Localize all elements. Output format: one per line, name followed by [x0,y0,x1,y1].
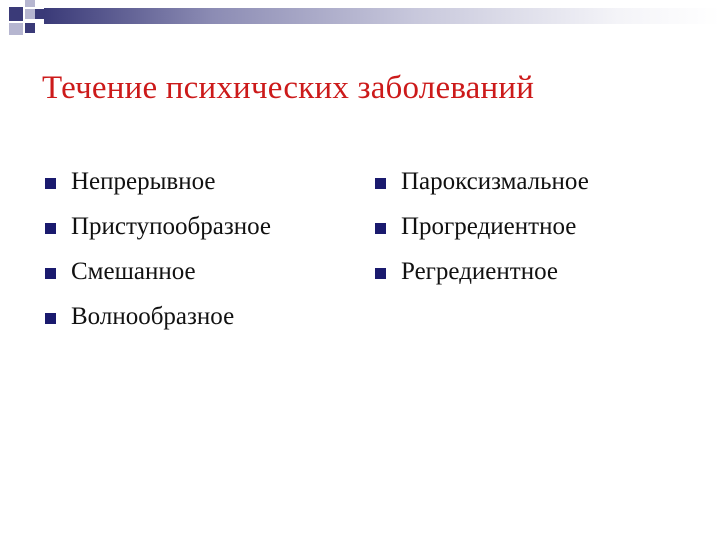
square-bullet-icon [45,223,56,234]
square-bullet-icon [375,178,386,189]
list-item-label: Смешанное [71,258,196,285]
list-item [44,298,271,343]
left-bullet-list [44,163,271,343]
list-item-label: Регредиентное [401,258,558,285]
square-bullet-icon [375,223,386,234]
list-item [44,253,271,298]
decorative-square [25,9,35,19]
list-item-label: Непрерывное [71,168,216,195]
list-item-label: Прогредиентное [401,213,577,240]
list-item [374,208,589,253]
list-item [44,163,271,208]
list-item [374,253,589,298]
right-bullet-list [374,163,589,298]
decorative-square [9,23,23,35]
list-item-label: Пароксизмальное [401,168,589,195]
decorative-square [25,23,35,33]
list-item-label: Волнообразное [71,303,235,330]
square-bullet-icon [45,268,56,279]
slide-title: Течение психических заболеваний [42,70,535,106]
list-item-label: Приступообразное [71,213,271,240]
square-bullet-icon [45,178,56,189]
decorative-square [9,7,23,21]
gradient-band [44,8,720,24]
square-bullet-icon [45,313,56,324]
decorative-square [25,0,35,7]
list-item [44,208,271,253]
square-bullet-icon [375,268,386,279]
header-decoration [0,0,720,40]
list-item [374,163,589,208]
decorative-square [35,9,45,19]
